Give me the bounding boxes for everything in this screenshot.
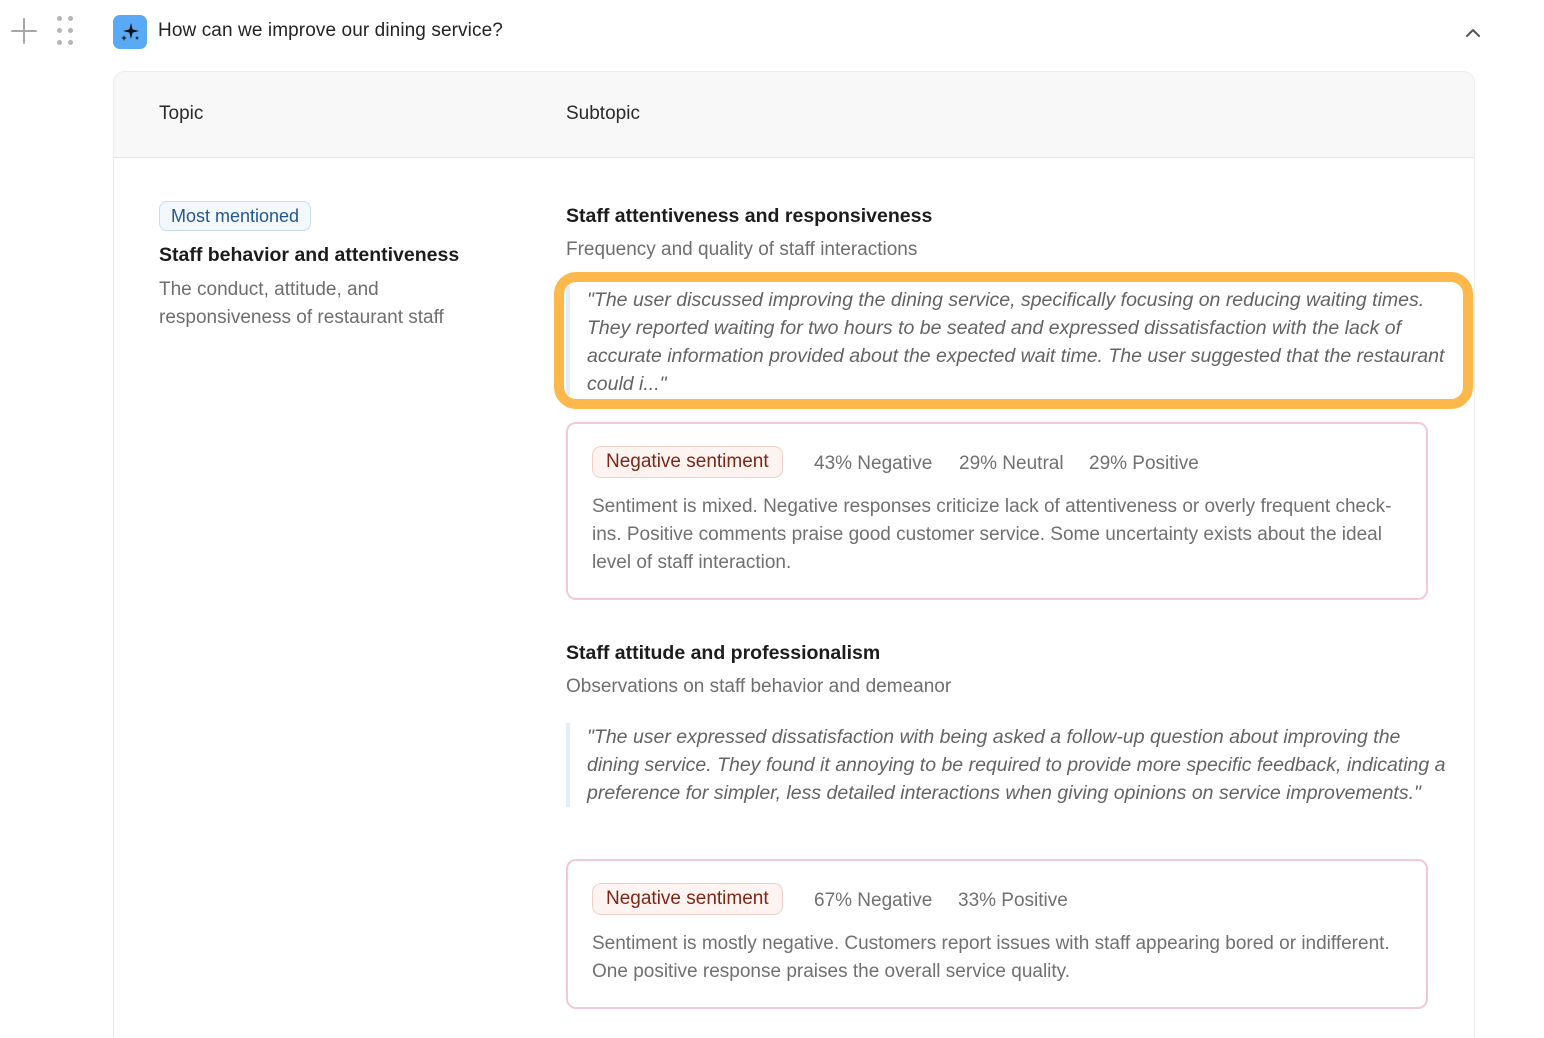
sentiment-positive-percent: 29% Positive bbox=[1089, 453, 1199, 474]
sentiment-box bbox=[566, 859, 1428, 1009]
topic-description: The conduct, attitude, and responsiveness of restaurant staff bbox=[159, 279, 444, 328]
sentiment-negative-percent: 67% Negative bbox=[814, 890, 933, 911]
sentiment-summary: Sentiment is mixed. Negative responses criticize lack of attentiveness or overly frequent check-ins. Positive comments praise good customer service. Some uncertainty exists about the ideal level of staff interaction. bbox=[592, 496, 1392, 573]
sparkles-icon bbox=[113, 15, 147, 49]
sentiment-summary: Sentiment is mostly negative. Customers report issues with staff appearing bored or indifferent. One positive response praises the overall service quality. bbox=[592, 933, 1390, 982]
table-header bbox=[114, 72, 1474, 158]
column-header-topic: Topic bbox=[159, 103, 204, 124]
topic-title: Staff behavior and attentiveness bbox=[159, 244, 460, 266]
negative-sentiment-badge: Negative sentiment bbox=[592, 883, 783, 915]
negative-sentiment-badge: Negative sentiment bbox=[592, 446, 783, 478]
subtopic-quote: "The user discussed improving the dining service, specifically focusing on reducing waiting times. They reported waiting for two hours to be seated and expressed dissatisfaction with the lack of accurate information provided about the expected wait time. The user suggested that the restaurant could i..." bbox=[566, 286, 1447, 398]
plus-icon[interactable] bbox=[10, 17, 38, 45]
sentiment-neutral-percent: 29% Neutral bbox=[959, 453, 1064, 474]
sentiment-positive-percent: 33% Positive bbox=[958, 890, 1068, 911]
drag-handle-icon[interactable] bbox=[57, 16, 75, 46]
subtopic-title: Staff attentiveness and responsiveness bbox=[566, 205, 933, 227]
results-card bbox=[113, 71, 1475, 1038]
subtopic-description: Frequency and quality of staff interactions bbox=[566, 239, 918, 260]
most-mentioned-badge: Most mentioned bbox=[159, 201, 311, 231]
sentiment-negative-percent: 43% Negative bbox=[814, 453, 933, 474]
question-title: How can we improve our dining service? bbox=[158, 20, 503, 41]
chevron-up-icon[interactable] bbox=[1462, 22, 1484, 44]
subtopic-description: Observations on staff behavior and demeanor bbox=[566, 676, 952, 697]
column-header-subtopic: Subtopic bbox=[566, 103, 640, 124]
subtopic-quote: "The user expressed dissatisfaction with being asked a follow-up question about improving the dining service. They found it annoying to be required to provide more specific feedback, indicating a preference for simpler, less detailed interactions when giving opinions on service improvements." bbox=[566, 723, 1447, 807]
subtopic-title: Staff attitude and professionalism bbox=[566, 642, 881, 664]
sentiment-box bbox=[566, 422, 1428, 600]
